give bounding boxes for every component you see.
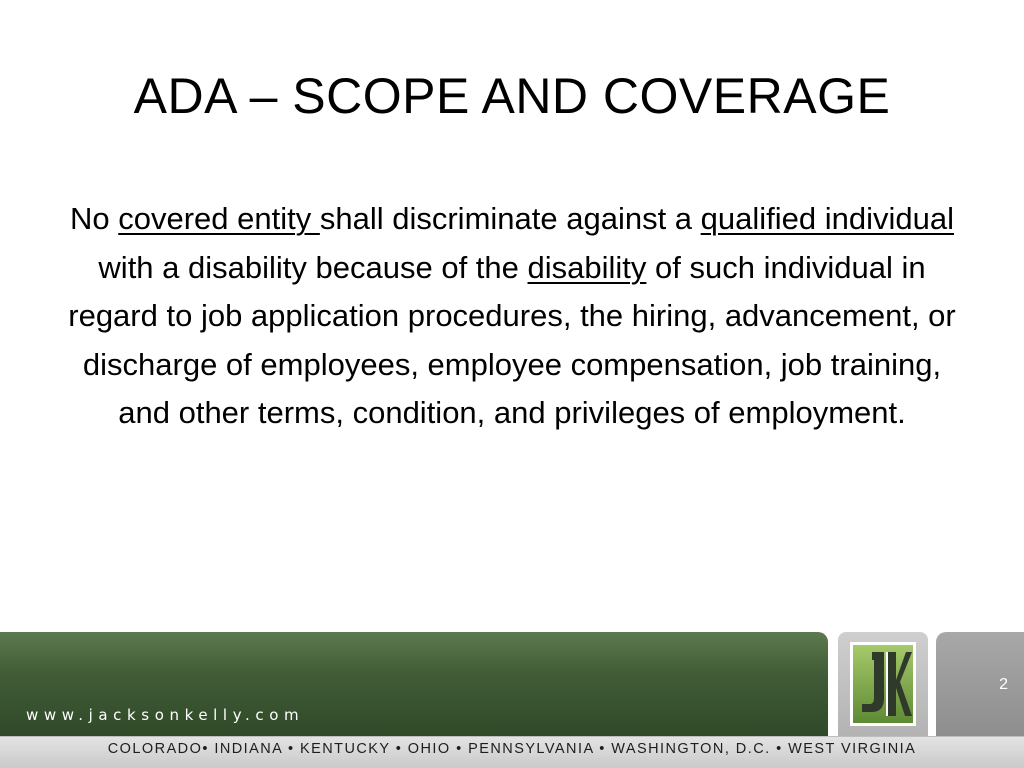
body-text-4: of such individual in regard to job application procedures, the hiring, advancement, or discharge of employees, employee compensation, job training, and other terms, condition, and privileges of employment.: [68, 249, 956, 430]
states-bar: [0, 736, 1024, 768]
term-qualified-individual: qualified individual: [700, 201, 954, 236]
website-url: www.jacksonkelly.com: [26, 706, 305, 724]
body-text-2: shall discriminate against a: [319, 201, 701, 236]
term-disability: disability: [527, 249, 647, 285]
body-text-3: with a disability because of the: [98, 249, 528, 285]
office-states-list: COLORADO• INDIANA • KENTUCKY • OHIO • PENNSYLVANIA • WASHINGTON, D.C. • WEST VIRGINIA: [107, 741, 917, 757]
term-covered-entity: covered entity: [118, 201, 320, 236]
slide-body: [60, 195, 964, 438]
slide-title: ADA – SCOPE AND COVERAGE: [133, 68, 891, 124]
page-number: 2: [999, 676, 1008, 693]
page-number-panel: [936, 632, 1024, 736]
body-text-1: No: [70, 201, 119, 236]
logo-panel: [838, 632, 928, 736]
jk-logo-icon: [850, 642, 916, 726]
